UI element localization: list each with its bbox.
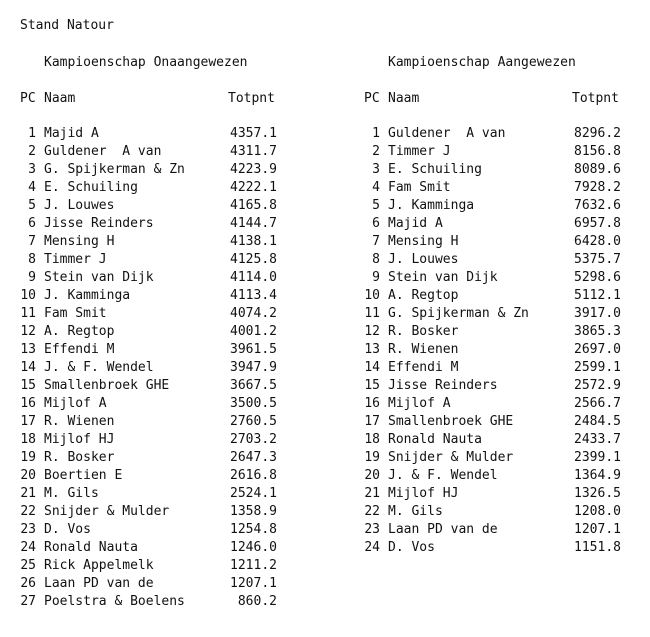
position-cell: 21: [20, 486, 36, 501]
position-cell: 18: [20, 432, 36, 447]
position-cell: 22: [364, 504, 380, 519]
points-cell: 8089.6: [574, 162, 621, 177]
points-cell: 4114.0: [230, 270, 277, 285]
name-cell: Snijder & Mulder: [44, 504, 170, 519]
points-cell: 5112.1: [574, 288, 621, 303]
position-cell: 16: [20, 396, 36, 411]
name-cell: R. Bosker: [388, 324, 459, 339]
position-cell: 13: [20, 342, 36, 357]
position-cell: 17: [364, 414, 380, 429]
position-cell: 6: [28, 216, 36, 231]
name-cell: Timmer J: [44, 252, 107, 267]
name-cell: Rick Appelmelk: [44, 558, 154, 573]
position-cell: 4: [28, 180, 36, 195]
name-cell: Snijder & Mulder: [388, 450, 514, 465]
position-cell: 2: [372, 144, 380, 159]
name-cell: Mijlof A: [388, 396, 451, 411]
points-cell: 2760.5: [230, 414, 277, 429]
name-cell: Timmer J: [388, 144, 451, 159]
column-header-pc: PC: [20, 91, 36, 106]
points-cell: 4144.7: [230, 216, 277, 231]
position-cell: 7: [28, 234, 36, 249]
position-cell: 7: [372, 234, 380, 249]
name-cell: Mensing H: [388, 234, 459, 249]
points-cell: 2647.3: [230, 450, 277, 465]
points-cell: 4222.1: [230, 180, 277, 195]
name-cell: J. & F. Wendel: [44, 360, 154, 375]
points-cell: 8156.8: [574, 144, 621, 159]
points-cell: 1151.8: [574, 540, 621, 555]
name-cell: Guldener A van: [388, 126, 506, 141]
points-cell: 4357.1: [230, 126, 277, 141]
position-cell: 17: [20, 414, 36, 429]
name-cell: R. Bosker: [44, 450, 115, 465]
points-cell: 4223.9: [230, 162, 277, 177]
name-cell: J. Kamminga: [44, 288, 131, 303]
column-header-totpnt: Totpnt: [572, 91, 619, 106]
name-cell: Mijlof HJ: [388, 486, 459, 501]
points-cell: 2433.7: [574, 432, 621, 447]
name-cell: Smallenbroek GHE: [388, 414, 514, 429]
position-cell: 24: [364, 540, 380, 555]
name-cell: M. Gils: [388, 504, 443, 519]
name-cell: Jisse Reinders: [388, 378, 498, 393]
name-cell: D. Vos: [388, 540, 435, 555]
position-cell: 1: [372, 126, 380, 141]
points-cell: 2566.7: [574, 396, 621, 411]
points-cell: 4138.1: [230, 234, 277, 249]
name-cell: M. Gils: [44, 486, 99, 501]
position-cell: 2: [28, 144, 36, 159]
name-cell: Effendi M: [44, 342, 115, 357]
name-cell: Laan PD van de: [44, 576, 154, 591]
points-cell: 2524.1: [230, 486, 277, 501]
points-cell: 2697.0: [574, 342, 621, 357]
position-cell: 25: [20, 558, 36, 573]
points-cell: 1364.9: [574, 468, 621, 483]
points-cell: 3500.5: [230, 396, 277, 411]
name-cell: J. Louwes: [44, 198, 115, 213]
name-cell: J. Louwes: [388, 252, 459, 267]
name-cell: J. Kamminga: [388, 198, 475, 213]
points-cell: 1208.0: [574, 504, 621, 519]
points-cell: 860.2: [237, 594, 277, 609]
position-cell: 5: [28, 198, 36, 213]
position-cell: 19: [20, 450, 36, 465]
column-header-pc: PC: [364, 91, 380, 106]
points-cell: 2703.2: [230, 432, 277, 447]
name-cell: Mijlof A: [44, 396, 107, 411]
position-cell: 14: [364, 360, 380, 375]
position-cell: 3: [28, 162, 36, 177]
points-cell: 2616.8: [230, 468, 277, 483]
position-cell: 18: [364, 432, 380, 447]
name-cell: R. Wienen: [44, 414, 115, 429]
name-cell: A. Regtop: [388, 288, 459, 303]
position-cell: 4: [372, 180, 380, 195]
name-cell: J. & F. Wendel: [388, 468, 498, 483]
points-cell: 1358.9: [230, 504, 277, 519]
position-cell: 20: [20, 468, 36, 483]
position-cell: 8: [372, 252, 380, 267]
page-title: Stand Natour: [20, 18, 114, 33]
points-cell: 7928.2: [574, 180, 621, 195]
name-cell: Effendi M: [388, 360, 459, 375]
points-cell: 4125.8: [230, 252, 277, 267]
name-cell: Majid A: [388, 216, 443, 231]
position-cell: 15: [20, 378, 36, 393]
name-cell: R. Wienen: [388, 342, 459, 357]
column-header-naam: Naam: [44, 91, 76, 106]
name-cell: Mijlof HJ: [44, 432, 115, 447]
position-cell: 15: [364, 378, 380, 393]
name-cell: Boertien E: [44, 468, 123, 483]
points-cell: 2484.5: [574, 414, 621, 429]
points-cell: 2599.1: [574, 360, 621, 375]
position-cell: 19: [364, 450, 380, 465]
name-cell: G. Spijkerman & Zn: [44, 162, 185, 177]
position-cell: 26: [20, 576, 36, 591]
name-cell: Poelstra & Boelens: [44, 594, 185, 609]
points-cell: 3961.5: [230, 342, 277, 357]
name-cell: E. Schuiling: [44, 180, 138, 195]
section-title: Kampioenschap Aangewezen: [388, 55, 576, 70]
points-cell: 3667.5: [230, 378, 277, 393]
position-cell: 1: [28, 126, 36, 141]
position-cell: 13: [364, 342, 380, 357]
position-cell: 9: [28, 270, 36, 285]
position-cell: 12: [364, 324, 380, 339]
name-cell: Ronald Nauta: [44, 540, 138, 555]
name-cell: Smallenbroek GHE: [44, 378, 170, 393]
position-cell: 5: [372, 198, 380, 213]
points-cell: 4074.2: [230, 306, 277, 321]
position-cell: 9: [372, 270, 380, 285]
points-cell: 2572.9: [574, 378, 621, 393]
name-cell: A. Regtop: [44, 324, 115, 339]
points-cell: 1207.1: [230, 576, 277, 591]
position-cell: 24: [20, 540, 36, 555]
name-cell: Stein van Dijk: [44, 270, 154, 285]
position-cell: 21: [364, 486, 380, 501]
points-cell: 1326.5: [574, 486, 621, 501]
points-cell: 1211.2: [230, 558, 277, 573]
points-cell: 6957.8: [574, 216, 621, 231]
points-cell: 2399.1: [574, 450, 621, 465]
name-cell: Fam Smit: [388, 180, 451, 195]
column-header-naam: Naam: [388, 91, 420, 106]
points-cell: 4311.7: [230, 144, 277, 159]
name-cell: Fam Smit: [44, 306, 107, 321]
position-cell: 6: [372, 216, 380, 231]
position-cell: 11: [20, 306, 36, 321]
position-cell: 8: [28, 252, 36, 267]
points-cell: 4165.8: [230, 198, 277, 213]
position-cell: 3: [372, 162, 380, 177]
position-cell: 22: [20, 504, 36, 519]
points-cell: 4001.2: [230, 324, 277, 339]
points-cell: 1254.8: [230, 522, 277, 537]
name-cell: E. Schuiling: [388, 162, 482, 177]
name-cell: Laan PD van de: [388, 522, 498, 537]
points-cell: 5298.6: [574, 270, 621, 285]
position-cell: 12: [20, 324, 36, 339]
name-cell: Guldener A van: [44, 144, 162, 159]
points-cell: 4113.4: [230, 288, 277, 303]
position-cell: 14: [20, 360, 36, 375]
name-cell: G. Spijkerman & Zn: [388, 306, 529, 321]
points-cell: 1246.0: [230, 540, 277, 555]
position-cell: 10: [364, 288, 380, 303]
position-cell: 23: [364, 522, 380, 537]
points-cell: 3917.0: [574, 306, 621, 321]
name-cell: Jisse Reinders: [44, 216, 154, 231]
points-cell: 8296.2: [574, 126, 621, 141]
points-cell: 1207.1: [574, 522, 621, 537]
name-cell: Stein van Dijk: [388, 270, 498, 285]
section-title: Kampioenschap Onaangewezen: [44, 55, 248, 70]
points-cell: 3947.9: [230, 360, 277, 375]
position-cell: 27: [20, 594, 36, 609]
name-cell: D. Vos: [44, 522, 91, 537]
name-cell: Ronald Nauta: [388, 432, 482, 447]
name-cell: Majid A: [44, 126, 99, 141]
position-cell: 23: [20, 522, 36, 537]
column-header-totpnt: Totpnt: [228, 91, 275, 106]
name-cell: Mensing H: [44, 234, 115, 249]
position-cell: 11: [364, 306, 380, 321]
points-cell: 5375.7: [574, 252, 621, 267]
points-cell: 7632.6: [574, 198, 621, 213]
points-cell: 6428.0: [574, 234, 621, 249]
position-cell: 16: [364, 396, 380, 411]
position-cell: 20: [364, 468, 380, 483]
points-cell: 3865.3: [574, 324, 621, 339]
position-cell: 10: [20, 288, 36, 303]
